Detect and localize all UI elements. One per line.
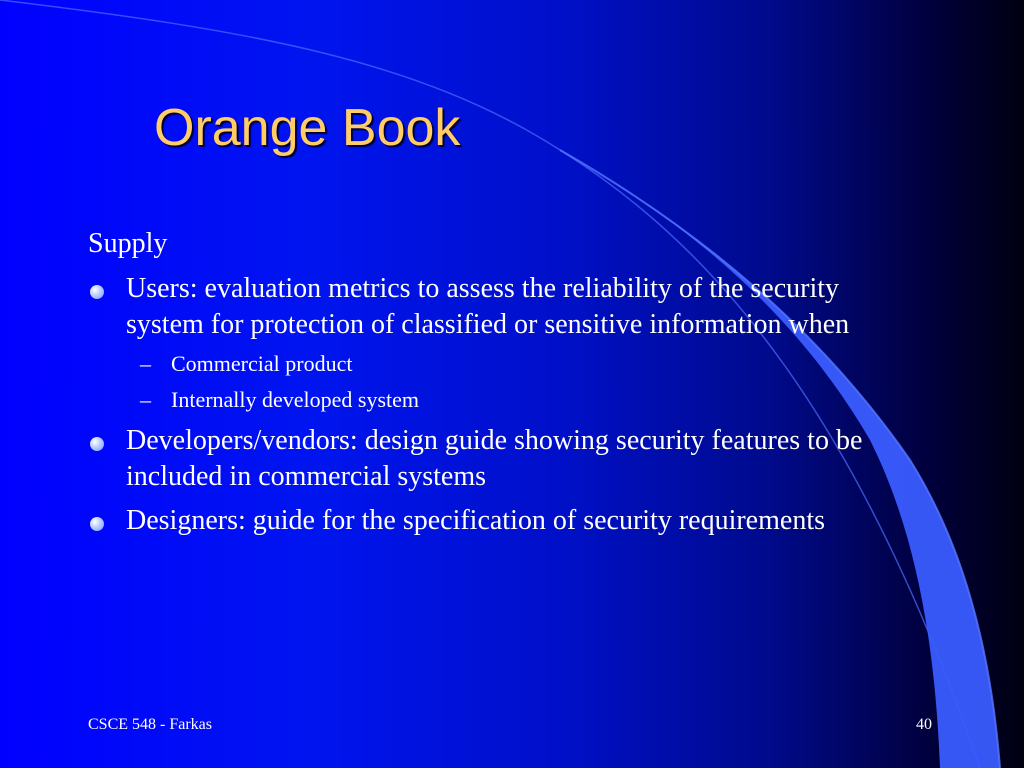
sub-bullet-item (126, 385, 888, 415)
footer-course-label: CSCE 548 - Farkas (88, 716, 212, 733)
bullet-list (88, 271, 888, 539)
sub-bullet-text: Commercial product (171, 351, 353, 376)
dash-icon: – (140, 351, 151, 376)
bullet-dot-icon (90, 517, 104, 531)
page-number: 40 (916, 716, 932, 733)
bullet-item-users (88, 271, 888, 415)
sub-bullet-text: Internally developed system (171, 387, 420, 412)
bullet-text: Designers: guide for the specification of security requirements (126, 505, 825, 536)
bullet-dot-icon (90, 437, 104, 451)
bullet-item-developers (88, 423, 888, 495)
section-heading: Supply (88, 228, 168, 259)
slide-title: Orange Book (154, 99, 461, 157)
bullet-dot-icon (90, 285, 104, 299)
bullet-text: Developers/vendors: design guide showing security features to be included in commercial systems (126, 425, 863, 492)
sub-bullet-list (126, 349, 888, 415)
bullet-item-designers (88, 503, 888, 539)
bullet-text: Users: evaluation metrics to assess the reliability of the security system for protection of classified or sensitive information when (126, 273, 850, 340)
slide-body (88, 226, 888, 547)
dash-icon: – (140, 387, 151, 412)
sub-bullet-item (126, 349, 888, 379)
